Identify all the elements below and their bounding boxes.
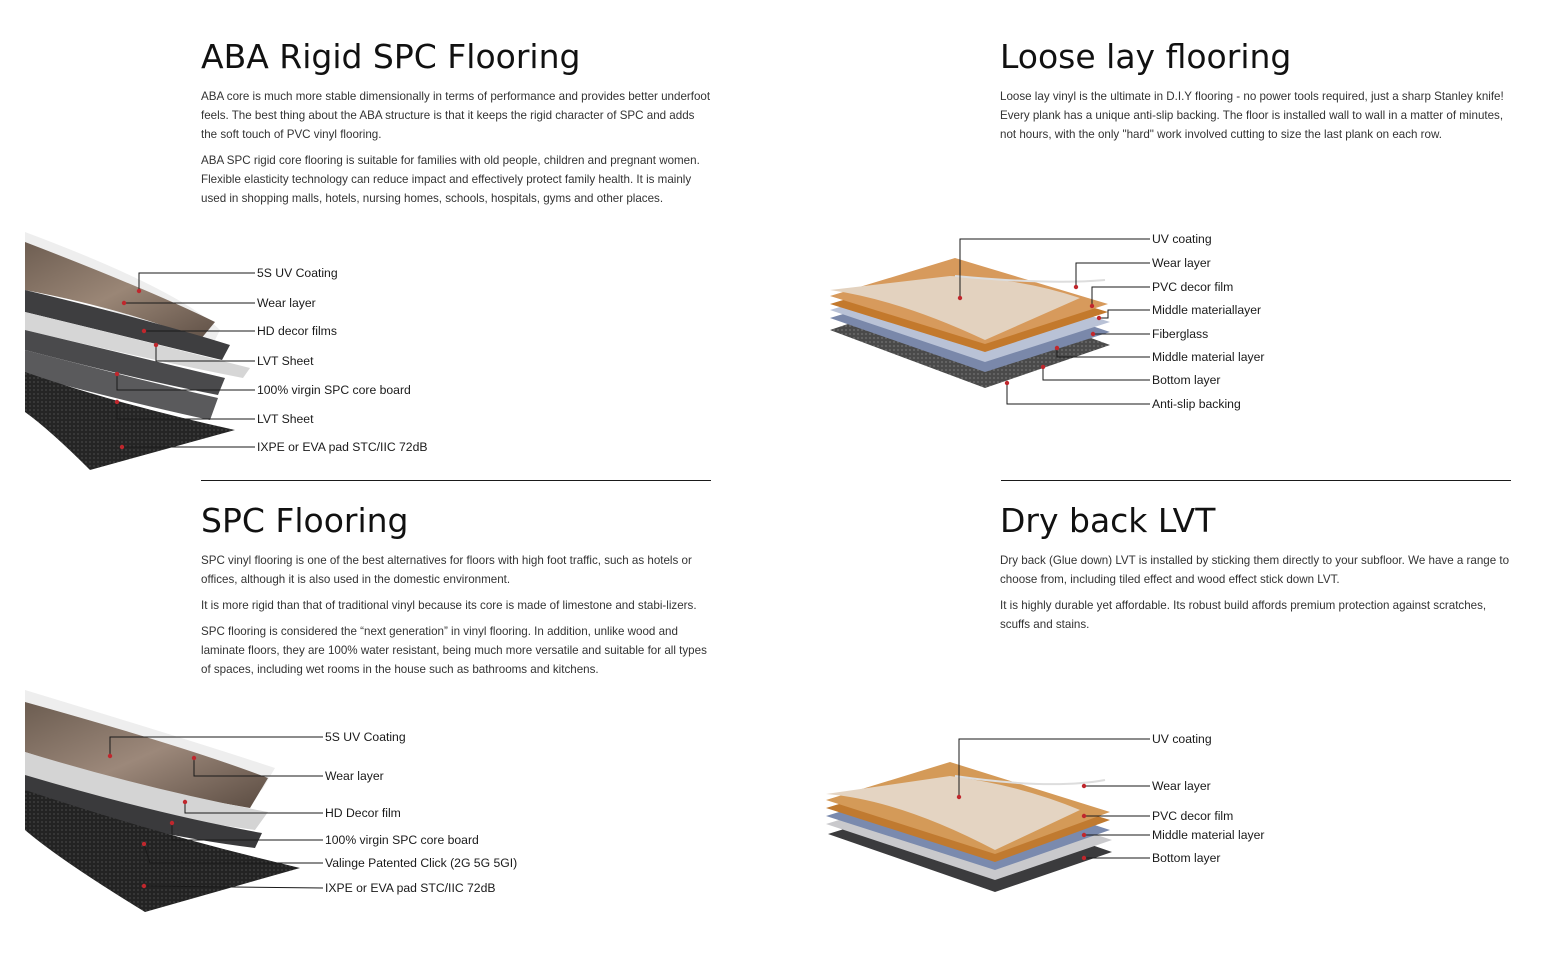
layer-label: Middle material layer bbox=[1152, 350, 1265, 364]
paragraph: SPC flooring is considered the “next generation” in vinyl flooring. In addition, unlike wood and laminate floors, they are 100% water resistant, being much more versatile and suitable for all types of spaces, including wet rooms in the house such as bathrooms and kitchens. bbox=[201, 625, 707, 676]
layer-label: Bottom layer bbox=[1152, 851, 1221, 865]
layer-label: HD Decor film bbox=[325, 806, 401, 820]
layer-label: Bottom layer bbox=[1152, 373, 1221, 387]
layer-label: 100% virgin SPC core board bbox=[325, 833, 479, 847]
paragraph: SPC vinyl flooring is one of the best alternatives for floors with high foot traffic, such as hotels or offices, although it is also used in the domestic environment. bbox=[201, 554, 692, 586]
paragraph: Dry back (Glue down) LVT is installed by sticking them directly to your subfloor. We have a range to choose from, including tiled effect and wood effect stick down LVT. bbox=[1000, 554, 1510, 586]
layer-label: PVC decor film bbox=[1152, 809, 1234, 823]
section-title-aba: ABA Rigid SPC Flooring bbox=[201, 37, 581, 76]
layer-label: Valinge Patented Click (2G 5G 5GI) bbox=[325, 856, 518, 870]
section-title-loose-lay: Loose lay flooring bbox=[1000, 37, 1292, 76]
layer-label: Middle materiallayer bbox=[1152, 303, 1262, 317]
section-title-spc: SPC Flooring bbox=[201, 501, 409, 540]
layer-label: 100% virgin SPC core board bbox=[257, 383, 411, 397]
layer-label: Wear layer bbox=[257, 296, 316, 310]
layer-label: PVC decor film bbox=[1152, 280, 1234, 294]
paragraph: ABA core is much more stable dimensionally in terms of performance and provides better underfoot feels. The best thing about the ABA structure is that it keeps the rigid character of SPC and adds the soft touch of PVC vinyl flooring. bbox=[201, 90, 711, 141]
paragraph: Loose lay vinyl is the ultimate in D.I.Y flooring - no power tools required, just a sharp Stanley knife! Every plank has a unique anti-slip backing. The floor is installed wall to wall in a matter of minutes, not hours, with the only "hard" work involved cutting to size the last plank on each row. bbox=[1000, 90, 1504, 141]
layer-label: LVT Sheet bbox=[257, 412, 314, 426]
layer-label: IXPE or EVA pad STC/IIC 72dB bbox=[257, 440, 428, 454]
layer-label: Anti-slip backing bbox=[1152, 397, 1241, 411]
layer-label: Fiberglass bbox=[1152, 327, 1209, 341]
layer-label: UV coating bbox=[1152, 732, 1212, 746]
layer-label: 5S UV Coating bbox=[257, 266, 338, 280]
layer-label: Wear layer bbox=[1152, 779, 1211, 793]
layer-label: UV coating bbox=[1152, 232, 1212, 246]
layer-label: IXPE or EVA pad STC/IIC 72dB bbox=[325, 881, 496, 895]
paragraph: ABA SPC rigid core flooring is suitable for families with old people, children and pregnant women. Flexible elasticity technology can reduce impact and effectively protect family health. It is mainly used in shopping malls, hotels, nursing homes, schools, hospitals, gyms and other places. bbox=[201, 154, 700, 205]
paragraph: It is highly durable yet affordable. Its robust build affords premium protection against scratches, scuffs and stains. bbox=[1000, 599, 1487, 631]
layer-label: 5S UV Coating bbox=[325, 730, 406, 744]
layer-label: HD decor films bbox=[257, 324, 337, 338]
layer-label: Wear layer bbox=[1152, 256, 1211, 270]
section-title-dry-back: Dry back LVT bbox=[1000, 501, 1216, 540]
layer-label: Wear layer bbox=[325, 769, 384, 783]
layer-label: Middle material layer bbox=[1152, 828, 1265, 842]
paragraph: It is more rigid than that of traditional vinyl because its core is made of limestone and stabi-lizers. bbox=[201, 599, 697, 612]
layer-label: LVT Sheet bbox=[257, 354, 314, 368]
